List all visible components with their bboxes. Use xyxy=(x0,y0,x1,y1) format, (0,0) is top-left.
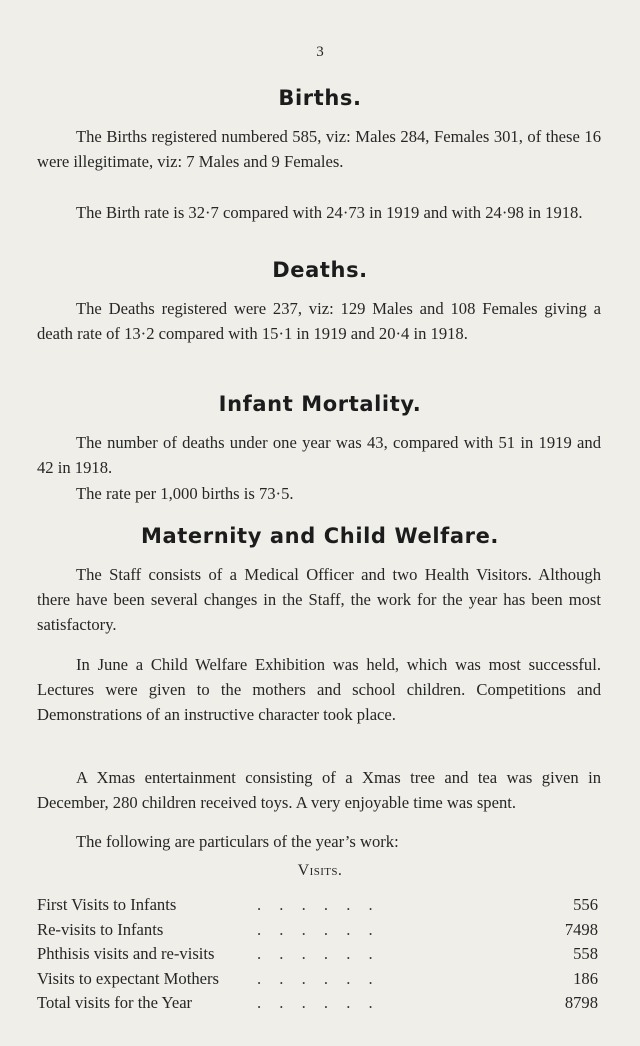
infant-mortality-heading: Infant Mortality. xyxy=(218,392,422,416)
visits-row xyxy=(37,918,601,943)
births-heading: Births. xyxy=(278,86,362,110)
visit-label: Total visits for the Year xyxy=(37,993,193,1013)
visit-count: 558 xyxy=(573,944,598,964)
infant-mortality-paragraph-1: The number of deaths under one year was 43, compared with 51 in 1919 and 42 in 1918. xyxy=(37,433,601,477)
visits-row xyxy=(37,942,601,967)
page-number: 3 xyxy=(316,44,324,60)
visit-label: Phthisis visits and re-visits xyxy=(37,944,215,964)
maternity-paragraph-2: In June a Child Welfare Exhibition was held, which was most successful. Lectures were given to the mothers and school children. Competitions and Demonstrations of an instructive character took place. xyxy=(37,655,601,724)
visit-count: 8798 xyxy=(564,993,598,1013)
maternity-paragraph-3: A Xmas entertainment consisting of a Xmas tree and tea was given in December, 280 children received toys. A very enjoyable time was spent. xyxy=(37,768,601,812)
maternity-paragraph-1: The Staff consists of a Medical Officer and two Health Visitors. Although there have been several changes in the Staff, the work for the year has been most satisfactory. xyxy=(37,565,601,634)
visit-count: 186 xyxy=(573,968,598,988)
visit-count: 7498 xyxy=(564,919,598,939)
births-paragraph-2: The Birth rate is 32·7 compared with 24·73 in 1919 and with 24·98 in 1918. xyxy=(76,203,583,222)
deaths-paragraph-1: The Deaths registered were 237, viz: 129 Males and 108 Females giving a death rate of 13·2 compared with 15·1 in 1919 and 20·4 in 1918. xyxy=(37,299,601,343)
visits-row xyxy=(37,967,601,992)
visits-row xyxy=(37,893,601,918)
births-paragraph-1: The Births registered numbered 585, viz: Males 284, Females 301, of these 16 were illegitimate, viz: 7 Males and 9 Females. xyxy=(37,127,601,171)
maternity-heading: Maternity and Child Welfare. xyxy=(141,524,499,548)
visits-title: Visits. xyxy=(297,862,343,879)
dot-leaders: . . . . . . xyxy=(257,944,380,964)
dot-leaders: . . . . . . xyxy=(257,895,380,914)
dot-leaders: . . . . . . xyxy=(257,919,380,939)
visit-label: First Visits to Infants xyxy=(37,895,177,914)
maternity-paragraph-4: The following are particulars of the year’s work: xyxy=(76,832,399,851)
deaths-heading: Deaths. xyxy=(272,258,368,282)
visits-table xyxy=(37,893,601,1016)
visit-count: 556 xyxy=(573,895,598,914)
visit-label: Visits to expectant Mothers xyxy=(37,968,219,988)
infant-mortality-paragraph-2: The rate per 1,000 births is 73·5. xyxy=(76,484,294,503)
visits-row xyxy=(37,991,601,1016)
visit-label: Re-visits to Infants xyxy=(37,919,164,939)
dot-leaders: . . . . . . xyxy=(257,968,380,988)
dot-leaders: . . . . . . xyxy=(257,993,380,1013)
